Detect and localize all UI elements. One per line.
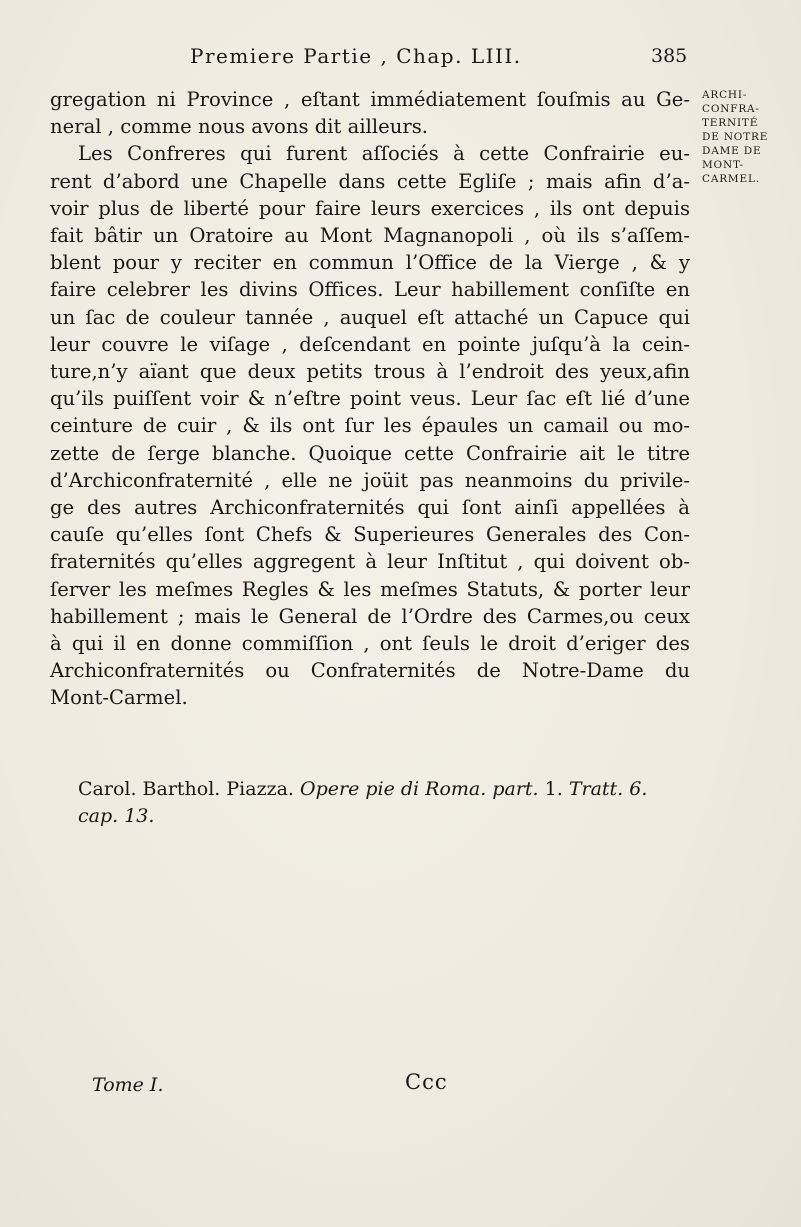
body-line: ſerver les meſmes Regles & les meſmes Statuts, & porter leur <box>50 577 690 601</box>
body-line: cauſe qu’elles ſont Chefs & Superieures Generales des Con- <box>50 523 690 547</box>
citation-chapter: cap. 13. <box>78 805 155 827</box>
body-line: ceinture de cuir , & ils ont ſur les épaules un camail ou mo- <box>50 414 690 438</box>
citation <box>78 776 678 830</box>
body-line: fraternités qu’elles aggregent à leur Inſtitut , qui doivent ob- <box>50 550 690 574</box>
page-number: 385 <box>651 45 688 67</box>
body-line: zette de ſerge blanche. Quoique cette Confrairie ait le titre <box>50 441 690 465</box>
citation-author: Carol. Barthol. Piazza. <box>78 778 294 800</box>
margin-note-line: ARCHI- <box>702 89 748 101</box>
body-line: voir plus de liberté pour faire leurs exercices , ils ont depuis <box>50 196 690 220</box>
body-line: neral , comme nous avons dit ailleurs. <box>50 115 428 139</box>
body-line: Archiconfraternités ou Confraternités de Notre-Dame du <box>50 659 690 683</box>
body-line: Mont-Carmel. <box>50 686 188 710</box>
body-line: un ſac de couleur tannée , auquel eſt attaché un Capuce qui <box>50 305 690 329</box>
body-line: faire celebrer les divins Offices. Leur habillement conſiſte en <box>50 278 690 302</box>
margin-note-line: DE NOTRE <box>702 131 769 143</box>
body-line: gregation ni Province , eſtant immédiatement ſouſmis au Ge- <box>50 88 690 111</box>
citation-tract: Tratt. 6. <box>568 778 648 800</box>
body-line: habillement ; mais le General de l’Ordre des Carmes,ou ceux <box>50 604 690 628</box>
body-line: rent d’abord une Chapelle dans cette Egliſe ; mais afin d’a- <box>50 169 690 193</box>
body-line: à qui il en donne commiſſion , ont ſeuls le droit d’eriger des <box>50 632 690 656</box>
body-line: ge des autres Archiconfraternités qui ſont ainſi appellées à <box>50 496 690 520</box>
body-line: d’Archiconfraternité , elle ne joüit pas neanmoins du privile- <box>50 468 690 492</box>
running-head: Premiere Partie , Chap. LIII. <box>190 44 522 68</box>
body-line: fait bâtir un Oratoire au Mont Magnanopoli , où ils s’aſſem- <box>50 224 690 248</box>
body-line: ture,n’y aïant que deux petits trous à l’endroit des yeux,afin <box>50 360 690 384</box>
margin-note-line: CONFRA- <box>702 103 760 115</box>
margin-note-line: CARMEL. <box>702 173 760 185</box>
margin-note-line: TERNITÉ <box>702 117 759 129</box>
body-line: blent pour y reciter en commun l’Office de la Vierge , & y <box>50 251 690 275</box>
volume-label: Tome I. <box>92 1074 164 1096</box>
body-text <box>50 86 690 712</box>
body-line: qu’ils puiſſent voir & n’eſtre point veus. Leur ſac eſt lié d’une <box>50 387 690 411</box>
body-line: leur couvre le viſage , deſcendant en pointe juſqu’à la cein- <box>50 332 690 356</box>
margin-note-line: DAME DE <box>702 145 762 157</box>
margin-note-line: MONT- <box>702 159 744 171</box>
margin-note <box>702 88 796 186</box>
body-line: Les Confreres qui furent aſſociés à cette Confrairie eu- <box>78 142 690 166</box>
signature-mark: Ccc <box>405 1070 448 1094</box>
citation-work: Opere pie di Roma. part. <box>300 778 539 800</box>
citation-part-number: 1. <box>544 778 563 800</box>
